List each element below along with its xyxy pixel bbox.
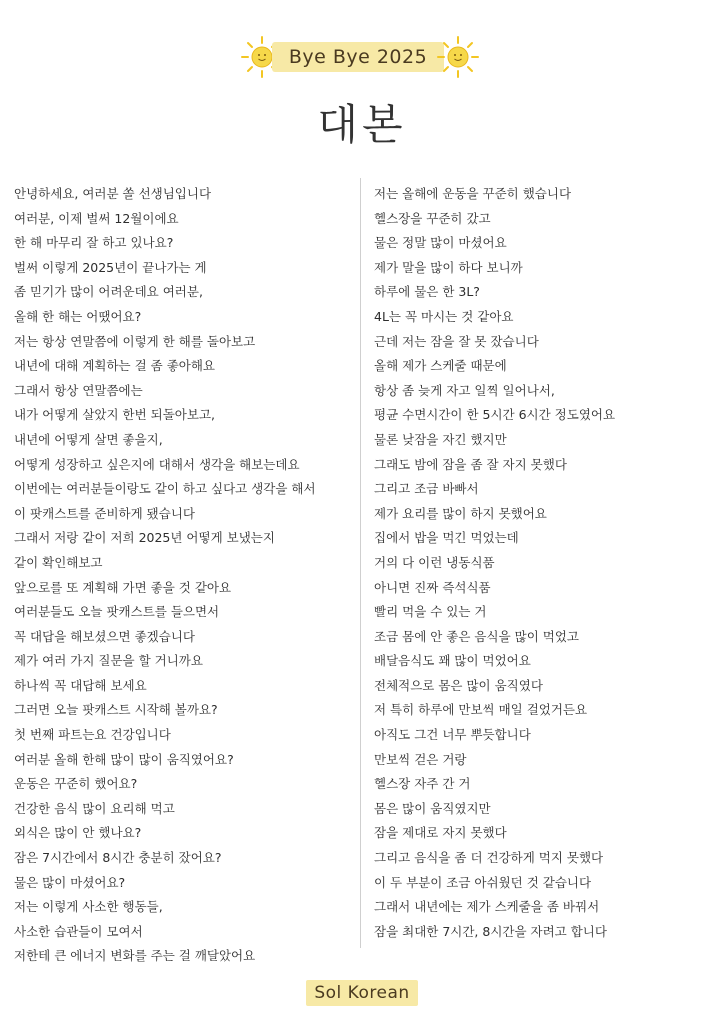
script-line: 4L는 꼭 마시는 것 같아요 bbox=[374, 308, 514, 324]
script-line: 이 두 부분이 조금 아쉬웠던 것 같습니다 bbox=[374, 874, 592, 890]
script-line: 여러분들도 오늘 팟캐스트를 들으면서 bbox=[14, 604, 220, 620]
script-line: 만보씩 걷은 거랑 bbox=[374, 751, 467, 767]
sun-icon bbox=[436, 35, 480, 79]
script-line: 내년에 대해 계획하는 걸 좀 좋아해요 bbox=[14, 358, 215, 374]
script-line: 빨리 먹을 수 있는 거 bbox=[374, 604, 487, 620]
script-line: 배달음식도 꽤 많이 먹었어요 bbox=[374, 653, 531, 669]
script-line: 같이 확인해보고 bbox=[14, 554, 103, 570]
script-line: 그러면 오늘 팟캐스트 시작해 볼까요? bbox=[14, 702, 218, 718]
script-line: 앞으로를 또 계획해 가면 좋을 것 같아요 bbox=[14, 579, 232, 595]
script-line: 전체적으로 몸은 많이 움직였다 bbox=[374, 677, 543, 693]
script-line: 올해 제가 스케줄 때문에 bbox=[374, 358, 507, 374]
script-line: 좀 믿기가 많이 어려운데요 여러분, bbox=[14, 284, 203, 300]
script-line: 그래도 밤에 잠을 좀 잘 자지 못했다 bbox=[374, 456, 567, 472]
script-line: 제가 말을 많이 하다 보니까 bbox=[374, 259, 523, 275]
script-line: 첫 번째 파트는요 건강입니다 bbox=[14, 727, 171, 743]
script-line: 그래서 저랑 같이 저희 2025년 어떻게 보냈는지 bbox=[14, 530, 275, 546]
script-line: 잠을 최대한 7시간, 8시간을 자려고 합니다 bbox=[374, 923, 607, 939]
script-line: 저한테 큰 에너지 변화를 주는 걸 깨달았어요 bbox=[14, 948, 256, 964]
script-line: 이 팟캐스트를 준비하게 됐습니다 bbox=[14, 505, 195, 521]
script-line: 평균 수면시간이 한 5시간 6시간 정도였어요 bbox=[374, 407, 616, 423]
script-column-right bbox=[374, 182, 714, 944]
script-line: 어떻게 성장하고 싶은지에 대해서 생각을 해보는데요 bbox=[14, 456, 300, 472]
script-line: 집에서 밥을 먹긴 먹었는데 bbox=[374, 530, 519, 546]
script-column-left bbox=[14, 182, 354, 969]
script-line: 그리고 조금 바빠서 bbox=[374, 481, 479, 497]
script-line: 저는 올해에 운동을 꾸준히 했습니다 bbox=[374, 186, 572, 201]
script-line: 거의 다 이런 냉동식품 bbox=[374, 554, 495, 570]
script-line: 내가 어떻게 살았지 한번 되돌아보고, bbox=[14, 407, 215, 423]
banner bbox=[272, 42, 444, 72]
script-line: 하루에 물은 한 3L? bbox=[374, 284, 480, 300]
script-line: 제가 여러 가지 질문을 할 거니까요 bbox=[14, 653, 203, 669]
script-line: 여러분 올해 한해 많이 많이 움직였어요? bbox=[14, 751, 234, 767]
script-line: 물은 정말 많이 마셨어요 bbox=[374, 235, 507, 251]
script-line: 안녕하세요, 여러분 쏠 선생님입니다 bbox=[14, 186, 212, 201]
script-line: 잠은 7시간에서 8시간 충분히 잤어요? bbox=[14, 850, 222, 866]
header bbox=[0, 30, 724, 90]
script-line: 조금 몸에 안 좋은 음식을 많이 먹었고 bbox=[374, 628, 579, 644]
footer-badge bbox=[306, 980, 418, 1006]
script-line: 저는 항상 연말쯤에 이렇게 한 해를 돌아보고 bbox=[14, 333, 256, 349]
script-line: 이번에는 여러분들이랑도 같이 하고 싶다고 생각을 해서 bbox=[14, 481, 316, 497]
script-line: 그리고 음식을 좀 더 건강하게 먹지 못했다 bbox=[374, 850, 604, 866]
script-line: 아니면 진짜 즉석식품 bbox=[374, 579, 491, 595]
script-line: 그래서 항상 연말쯤에는 bbox=[14, 382, 143, 398]
script-line: 항상 좀 늦게 자고 일찍 일어나서, bbox=[374, 382, 555, 398]
script-line: 헬스장 자주 간 거 bbox=[374, 776, 471, 792]
script-line: 저 특히 하루에 만보씩 매일 걸었거든요 bbox=[374, 702, 588, 718]
banner-title: Bye Bye 2025 bbox=[288, 46, 428, 68]
script-line: 제가 요리를 많이 하지 못했어요 bbox=[374, 505, 547, 521]
script-line: 물은 많이 마셨어요? bbox=[14, 874, 126, 890]
script-line: 잠을 제대로 자지 못했다 bbox=[374, 825, 507, 841]
script-line: 그래서 내년에는 제가 스케줄을 좀 바꿔서 bbox=[374, 899, 600, 915]
script-line: 한 해 마무리 잘 하고 있나요? bbox=[14, 235, 174, 251]
script-line: 저는 이렇게 사소한 행동들, bbox=[14, 899, 163, 915]
script-line: 몸은 많이 움직였지만 bbox=[374, 800, 491, 816]
script-line: 헬스장을 꾸준히 갔고 bbox=[374, 210, 491, 226]
script-line: 벌써 이렇게 2025년이 끝나가는 게 bbox=[14, 259, 207, 275]
script-line: 운동은 꾸준히 했어요? bbox=[14, 776, 138, 792]
script-line: 올해 한 해는 어땠어요? bbox=[14, 308, 142, 324]
script-line: 아직도 그건 너무 뿌듯합니다 bbox=[374, 727, 531, 743]
script-line: 건강한 음식 많이 요리해 먹고 bbox=[14, 800, 175, 816]
script-line: 물론 낮잠을 자긴 했지만 bbox=[374, 431, 507, 447]
script-line: 하나씩 꼭 대답해 보세요 bbox=[14, 677, 147, 693]
script-line: 내년에 어떻게 살면 좋을지, bbox=[14, 431, 163, 447]
script-line: 여러분, 이제 벌써 12월이에요 bbox=[14, 210, 179, 226]
script-line: 사소한 습관들이 모여서 bbox=[14, 923, 143, 939]
page-title: 대본 bbox=[317, 100, 407, 149]
footer-label: Sol Korean bbox=[314, 983, 410, 1003]
script-line: 근데 저는 잠을 잘 못 잤습니다 bbox=[374, 333, 539, 349]
script-line: 꼭 대답을 해보셨으면 좋겠습니다 bbox=[14, 628, 195, 644]
script-line: 외식은 많이 안 했나요? bbox=[14, 825, 142, 841]
column-divider bbox=[360, 178, 361, 948]
